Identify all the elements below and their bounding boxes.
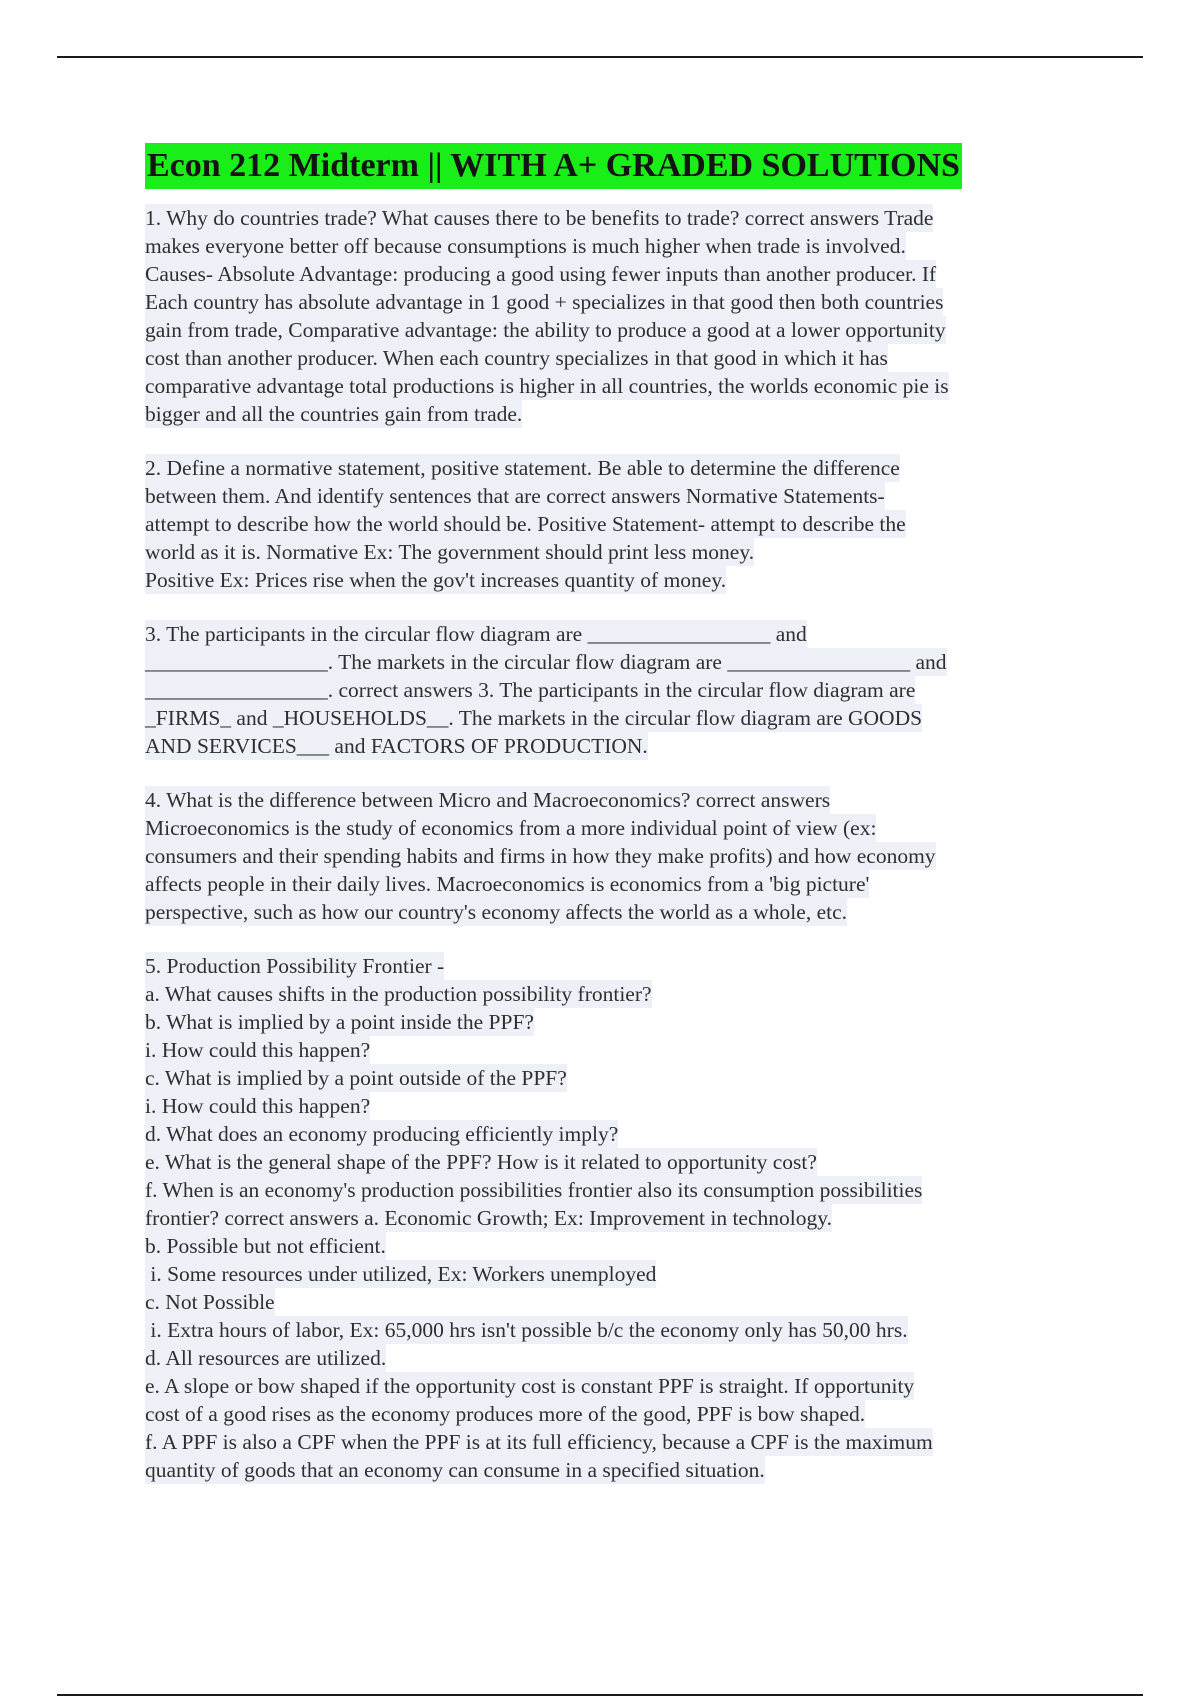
text-line: i. How could this happen? bbox=[145, 1094, 371, 1118]
text-line: 4. What is the difference between Micro and Macroeconomics? correct answers bbox=[145, 788, 831, 812]
text-line: i. Some resources under utilized, Ex: Workers unemployed bbox=[145, 1262, 657, 1286]
text-line: Each country has absolute advantage in 1 good + specializes in that good then both countries bbox=[145, 290, 944, 314]
text-line: perspective, such as how our country's economy affects the world as a whole, etc. bbox=[145, 900, 848, 924]
document-title: Econ 212 Midterm || WITH A+ GRADED SOLUTIONS bbox=[145, 143, 962, 189]
bottom-rule bbox=[57, 1694, 1143, 1696]
text-line: world as it is. Normative Ex: The government should print less money. bbox=[145, 540, 755, 564]
text-line: comparative advantage total productions is higher in all countries, the worlds economic pie is bbox=[145, 374, 949, 398]
text-line: 2. Define a normative statement, positive statement. Be able to determine the difference bbox=[145, 456, 900, 480]
text-line: Causes- Absolute Advantage: producing a good using fewer inputs than another producer. If bbox=[145, 262, 937, 286]
question-1 bbox=[145, 204, 1065, 428]
text-line: e. What is the general shape of the PPF? How is it related to opportunity cost? bbox=[145, 1150, 817, 1174]
text-line: consumers and their spending habits and firms in how they make profits) and how economy bbox=[145, 844, 936, 868]
text-line: f. A PPF is also a CPF when the PPF is at its full efficiency, because a CPF is the maximum bbox=[145, 1430, 933, 1454]
question-2 bbox=[145, 454, 1065, 594]
text-line: cost of a good rises as the economy produces more of the good, PPF is bow shaped. bbox=[145, 1402, 866, 1426]
text-line: b. What is implied by a point inside the PPF? bbox=[145, 1010, 534, 1034]
text-line: f. When is an economy's production possibilities frontier also its consumption possibilities bbox=[145, 1178, 923, 1202]
text-line: b. Possible but not efficient. bbox=[145, 1234, 386, 1258]
text-line: between them. And identify sentences that are correct answers Normative Statements- bbox=[145, 484, 885, 508]
text-line: c. What is implied by a point outside of the PPF? bbox=[145, 1066, 567, 1090]
text-line: d. What does an economy producing efficiently imply? bbox=[145, 1122, 619, 1146]
text-line: AND SERVICES___ and FACTORS OF PRODUCTION. bbox=[145, 734, 648, 758]
text-line: c. Not Possible bbox=[145, 1290, 275, 1314]
top-rule bbox=[57, 56, 1143, 58]
text-line: i. How could this happen? bbox=[145, 1038, 371, 1062]
text-line: 1. Why do countries trade? What causes there to be benefits to trade? correct answers Trade bbox=[145, 206, 934, 230]
question-3 bbox=[145, 620, 1065, 760]
question-5 bbox=[145, 952, 1065, 1484]
text-line: frontier? correct answers a. Economic Growth; Ex: Improvement in technology. bbox=[145, 1206, 832, 1230]
text-line: 3. The participants in the circular flow diagram are _________________ and bbox=[145, 622, 807, 646]
text-line: d. All resources are utilized. bbox=[145, 1346, 387, 1370]
text-line: quantity of goods that an economy can consume in a specified situation. bbox=[145, 1458, 765, 1482]
text-line: Microeconomics is the study of economics from a more individual point of view (ex: bbox=[145, 816, 877, 840]
text-line: i. Extra hours of labor, Ex: 65,000 hrs isn't possible b/c the economy only has 50,00 hrs. bbox=[145, 1318, 908, 1342]
text-line: 5. Production Possibility Frontier - bbox=[145, 954, 445, 978]
text-line: _________________. correct answers 3. The participants in the circular flow diagram are bbox=[145, 678, 916, 702]
text-line: makes everyone better off because consumptions is much higher when trade is involved. bbox=[145, 234, 906, 258]
text-line: _FIRMS_ and _HOUSEHOLDS__. The markets in the circular flow diagram are GOODS bbox=[145, 706, 923, 730]
text-line: gain from trade, Comparative advantage: the ability to produce a good at a lower opportunity bbox=[145, 318, 946, 342]
text-line: e. A slope or bow shaped if the opportunity cost is constant PPF is straight. If opportunity bbox=[145, 1374, 915, 1398]
text-line: Positive Ex: Prices rise when the gov't increases quantity of money. bbox=[145, 568, 727, 592]
document-body bbox=[145, 143, 1065, 1510]
text-line: affects people in their daily lives. Macroeconomics is economics from a 'big picture' bbox=[145, 872, 870, 896]
text-line: _________________. The markets in the circular flow diagram are _________________ and bbox=[145, 650, 947, 674]
text-line: attempt to describe how the world should be. Positive Statement- attempt to describe the bbox=[145, 512, 906, 536]
text-line: bigger and all the countries gain from trade. bbox=[145, 402, 523, 426]
text-line: a. What causes shifts in the production possibility frontier? bbox=[145, 982, 652, 1006]
text-line: cost than another producer. When each country specializes in that good in which it has bbox=[145, 346, 888, 370]
question-4 bbox=[145, 786, 1065, 926]
